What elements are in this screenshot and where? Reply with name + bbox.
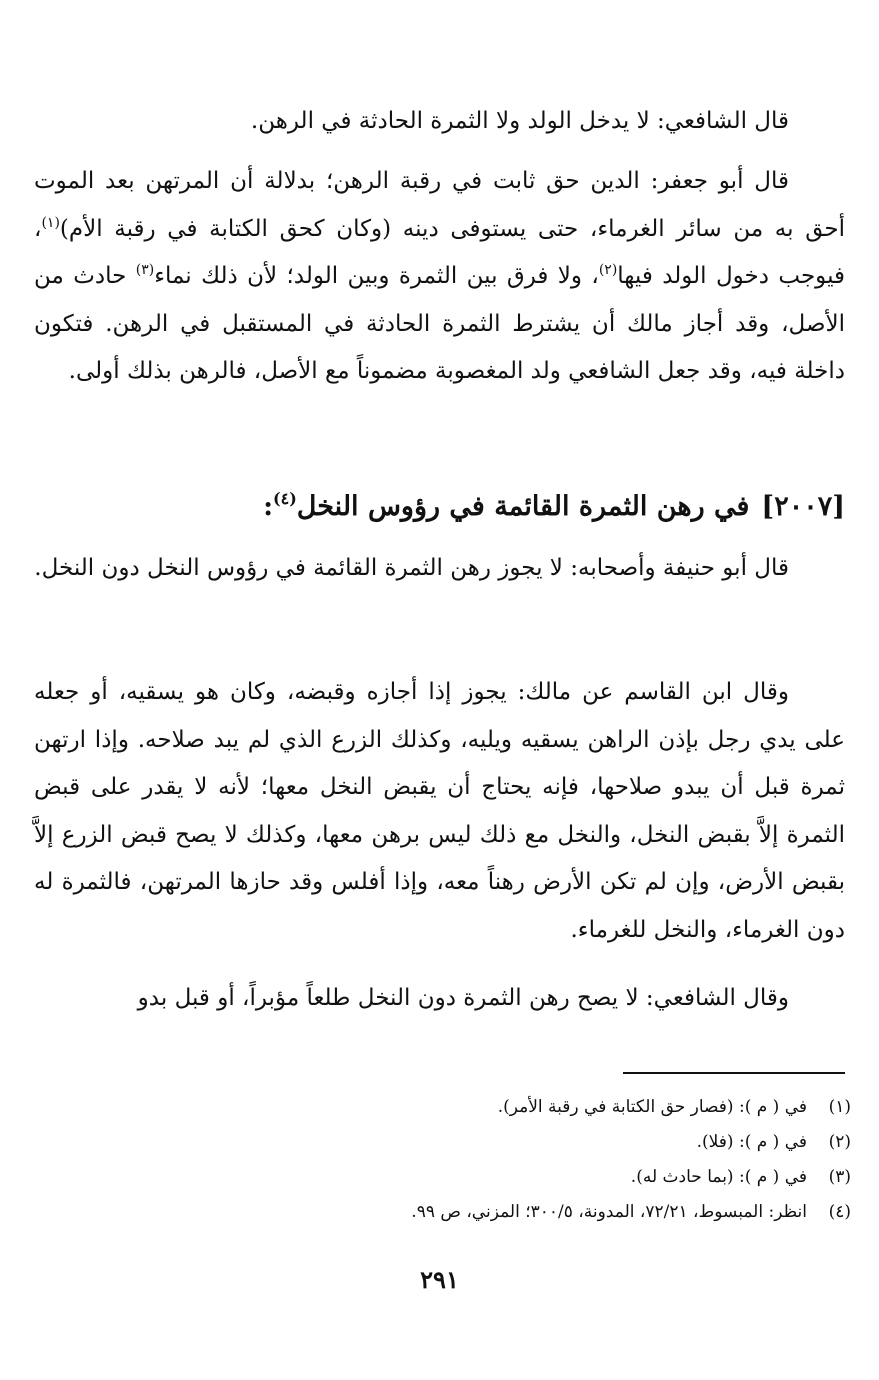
footnote-text: انظر: المبسوط، ٧٢/٢١، المدونة، ٣٠٠/٥؛ المزني، ص ٩٩.: [411, 1202, 807, 1222]
footnotes-list: [40, 1090, 851, 1230]
page-number: ٢٩١: [420, 1265, 459, 1294]
section-number: [٢٠٠٧]: [761, 491, 845, 522]
footnote-number: (٢): [828, 1132, 851, 1152]
paragraph-shafii-continued: [34, 975, 845, 1023]
footnote-ref-4[interactable]: (٤): [273, 489, 297, 508]
footnote-text: في ( م ): (فلا).: [696, 1132, 807, 1152]
paragraph-ibn-qasim: [34, 669, 845, 954]
text-block-abu-jafar: [34, 158, 845, 396]
footnote-number: (٣): [828, 1167, 851, 1187]
paragraph-abu-jafar: [34, 158, 845, 396]
footnote-number: (١): [828, 1097, 851, 1117]
text-block-opening: [34, 98, 845, 146]
footnote-ref-1[interactable]: (١): [41, 214, 60, 231]
paragraph-text: ، ولا فرق بين الثمرة وبين الولد؛ لأن ذلك نماء: [154, 263, 599, 289]
paragraph-abu-hanifa: [34, 545, 845, 593]
footnote-item: [40, 1090, 851, 1125]
paragraph-text: قال الشافعي: لا يدخل الولد ولا الثمرة الحادثة في الرهن.: [250, 108, 789, 134]
paragraph-text: وقال ابن القاسم عن مالك: يجوز إذا أجازه وقبضه، وكان هو يسقيه، أو جعله على يدي رجل بإذن الراهن يسقيه ويليه، وكذلك الزرع الذي لم يبد صلاحه. وإذا ارتهن ثمرة قبل أن يبدو صلاحها، فإنه يحتاج أن يقبض النخل معها؛ لأنه لا يقدر على قبض الثمرة إلاَّ بقبض النخل، والنخل مع ذلك ليس برهن معها، وكذلك لا يصح قبض الزرع إلاَّ بقبض الأرض، وإن لم تكن الأرض رهناً معه، وإذا أفلس وقد حازها المرتهن، فالثمرة له دون الغرماء، والنخل للغرماء.: [34, 679, 846, 943]
paragraph-text: قال أبو جعفر: الدين حق ثابت في رقبة الرهن؛ بدلالة أن المرتهن بعد الموت أحق به من سائر الغرماء، حتى يستوفى دينه (وكان كحق الكتابة في رقبة الأم): [34, 168, 845, 242]
text-block-abu-hanifa: [34, 545, 845, 593]
footnote-number: (٤): [828, 1202, 851, 1222]
paragraph-text: قال أبو حنيفة وأصحابه: لا يجوز رهن الثمرة القائمة في رؤوس النخل دون النخل.: [34, 555, 789, 581]
paragraph-text: وقال الشافعي: لا يصح رهن الثمرة دون النخل طلعاً مؤبراً، أو قبل بدو: [137, 985, 789, 1011]
section-title: في رهن الثمرة القائمة في رؤوس النخل: [296, 491, 750, 522]
footnote-text: في ( م ): (فصار حق الكتابة في رقبة الأمر).: [497, 1097, 807, 1117]
text-block-shafii-continued: [34, 975, 845, 1023]
paragraph-text: حادث من الأصل، وقد أجاز مالك أن يشترط الثمرة الحادثة في المستقبل في الرهن. فتكون داخلة فيه، وقد جعل الشافعي ولد المغصوبة مضموناً مع الأصل، فالرهن بذلك أولى.: [34, 263, 845, 384]
footnote-item: [40, 1160, 851, 1195]
footnote-ref-2[interactable]: (٢): [598, 262, 618, 278]
text-block-ibn-qasim: [34, 669, 845, 954]
footnote-divider: [623, 1072, 845, 1074]
footnote-item: [40, 1195, 851, 1230]
footnote-text: في ( م ): (بما حادث له).: [630, 1167, 807, 1187]
paragraph-shafii-ruling: [34, 98, 845, 146]
section-heading: [34, 482, 845, 532]
footnote-ref-3[interactable]: (٣): [135, 262, 155, 278]
section-title-suffix: :: [263, 491, 274, 522]
footnote-item: [40, 1125, 851, 1160]
paragraph-text: ، فيوجب دخول الولد فيها: [34, 215, 845, 289]
